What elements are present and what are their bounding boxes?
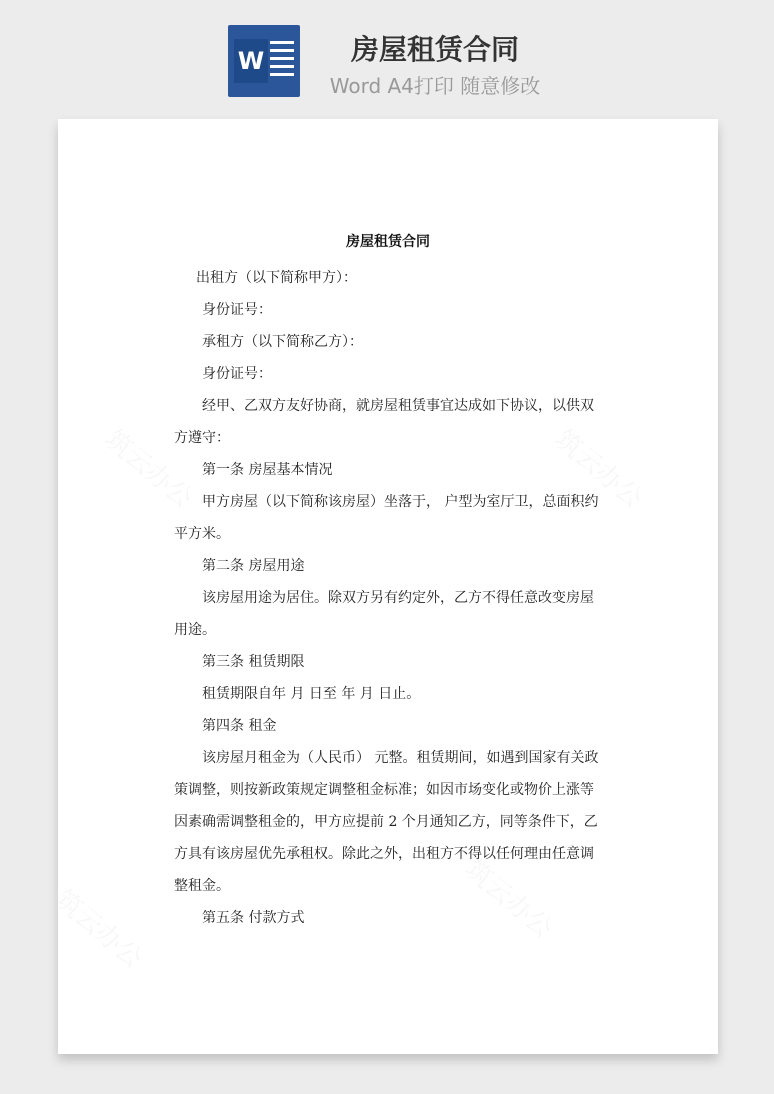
header-subtitle: Word A4打印 随意修改 [329,74,541,98]
document-page [58,119,718,1054]
document-title: 房屋租赁合同 [346,234,430,250]
header-banner [0,0,774,110]
paragraph: 经甲、乙双方友好协商，就房屋租赁事宜达成如下协议，以供双方遵守： [174,398,594,446]
paragraph: 身份证号： [202,366,272,382]
section-heading: 第五条 付款方式 [202,910,305,926]
section-heading: 第一条 房屋基本情况 [202,462,333,478]
paragraph: 租赁期限自年 月 日至 年 月 日止。 [202,686,421,702]
section-heading: 第二条 房屋用途 [202,558,305,574]
word-letter: W [234,39,268,83]
doc-lines-icon [270,41,294,81]
word-doc-icon [228,25,300,97]
paragraph: 该房屋月租金为（人民币） 元整。租赁期间，如遇到国家有关政策调整，则按新政策规定调整租金标准；如因市场变化或物价上涨等因素确需调整租金的，甲方应提前 2 个月通知乙方，同等条件下，乙方具有该房屋优先承租权。除此之外，出租方不得以任何理由任意调整租金。 [174,750,599,894]
paragraph: 身份证号： [202,302,272,318]
paragraph: 甲方房屋（以下简称该房屋）坐落于， 户型为室厅卫，总面积约 平方米。 [174,494,599,542]
section-heading: 第三条 租赁期限 [202,654,305,670]
watermark [58,880,152,975]
section-heading: 第四条 租金 [202,718,277,734]
paragraph: 出租方（以下简称甲方）： [196,270,357,286]
paragraph: 承租方（以下简称乙方）： [202,334,363,350]
document-body [174,262,606,934]
header-title: 房屋租赁合同 [350,33,519,66]
paragraph: 该房屋用途为居住。除双方另有约定外，乙方不得任意改变房屋用途。 [174,590,594,638]
